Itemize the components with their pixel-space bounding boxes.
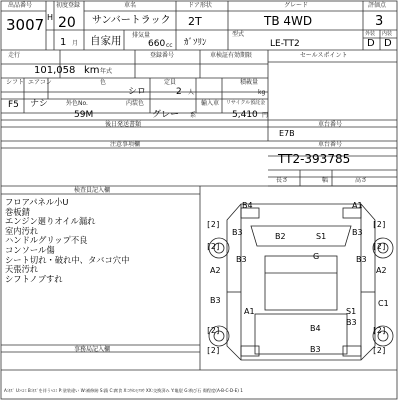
damage-legend: A:ｷｽﾞ U:ﾍｺﾐ B:ｷｽﾞを伴うﾍｺﾐ P:塗装違い W:補修跡 S:錆 C:腐食 X:ｺｳｶﾝﾋﾂﾖｳ XX:交換済み Y:亀裂 G:飛び石 傷程度(A-B-C-D-E) 1 [4,388,243,393]
length-label: 長さ [276,177,289,184]
exterior-grade: D [367,38,375,49]
inspector-note: シート切れ・破れ中、タバコ穴中 [5,254,130,265]
damage-mark: B2 [275,232,286,241]
bracket-value: 2 [376,220,382,229]
shift: F5 [8,100,19,110]
load-unit: kg [258,89,266,96]
int-color-suffix: 系 [190,112,197,119]
mileage-unit: km [84,65,100,76]
lot-no-label: 出品番号 [8,2,33,9]
inspector-note: 天張汚れ [5,264,39,275]
mileage: 101,058 [34,65,76,76]
lot-no: 3007 [6,16,45,34]
capacity: 2 [176,87,182,97]
inspection-label: 車検証有効期限 [210,52,253,59]
bracket-mark: [2] [372,242,387,251]
capacity-label: 定員 [164,79,177,86]
height-label: 高さ [355,177,368,184]
bracket-mark: [2] [206,346,221,355]
usage: 自家用 [90,35,122,47]
shift-label: シフト [6,79,25,86]
era-prefix: H [47,13,54,22]
damage-mark: B4 [310,324,321,333]
recycle-label: リサイクル預託金 [226,100,266,106]
damage-mark: A2 [376,266,387,275]
sales-point-label: セールスポイント [300,52,348,59]
bracket-mark: [2] [372,326,387,335]
damage-mark: B4 [242,201,253,210]
dealer-label: 事務局記入欄 [74,346,111,353]
displacement-label: 排気量 [132,32,151,39]
bracket-value: 2 [210,242,216,251]
damage-mark: B3 [232,228,243,237]
int-color-label: 内装色 [126,100,145,107]
inspector-note: コンソール傷 [5,244,55,255]
cc-unit: cc [166,42,173,49]
reg-month: 1 [60,37,67,48]
ac: ナシ [30,99,48,109]
load-label: 積載量 [240,79,259,86]
model-code-label: 型式 [232,31,245,38]
interior-label: 内装 [382,31,393,37]
post-install-label: 後日発送書類 [105,121,142,128]
inspector-title: 検査員記入欄 [74,187,111,194]
damage-mark: B3 [356,255,367,264]
damage-mark: A1 [352,201,363,210]
serial-prefix: E7B [279,129,295,138]
int-color: グレー [152,110,180,120]
displacement: 660 [148,39,166,49]
bracket-value: 2 [210,220,216,229]
damage-mark: A2 [210,266,221,275]
bracket-value: 2 [376,326,382,335]
month-unit: 月 [72,40,79,47]
damage-mark: B3 [352,228,363,237]
first-reg-label: 初度登録 [56,2,81,9]
inspector-note: フロアパネル小U [5,197,69,207]
color-code: 59M [74,110,94,120]
score: 3 [375,14,384,29]
score-label: 評価点 [368,2,387,9]
damage-mark: B3 [310,345,321,354]
interior-grade: D [384,38,392,49]
exterior-label: 外装 [365,31,376,37]
inspector-notes [5,198,129,284]
bracket-value: 2 [376,242,382,251]
inspector-note: ハンドルグリップ不良 [5,235,88,246]
bracket-mark: [2] [372,220,387,229]
reg-label: 登録番号 [150,52,175,59]
yen-unit: 円 [262,112,269,119]
bracket-value: 2 [376,346,382,355]
chassis-no: TT2-393785 [278,152,351,166]
car-condition-diagram [205,196,397,366]
bracket-mark: [2] [372,346,387,355]
width-label: 幅 [322,177,329,184]
inspector-note: エンジン廻りオイル漏れ [5,216,96,227]
ac-label: エアコン [28,79,52,86]
damage-mark: G [313,252,320,261]
notes-label: 注意事項欄 [110,141,141,148]
damage-mark: S1 [346,307,357,316]
inspector-note: 室内汚れ [5,225,39,236]
damage-mark: B3 [346,318,357,327]
model-code: LE-TT2 [270,39,300,49]
grade-label: グレード [284,2,309,9]
damage-mark: C1 [378,299,389,308]
mileage-label: 走行 [8,52,21,59]
bracket-mark: [2] [206,242,221,251]
year-label: 年式 [100,68,113,75]
inspector-note: 巻板錆 [5,206,30,217]
ext-code-label: 外色No. [66,100,88,107]
bracket-value: 2 [210,326,216,335]
serial-label: 車台番号 [318,121,343,128]
damage-mark: A1 [244,307,255,316]
chassis-no-label: 車台番号 [318,141,343,148]
grade: TB 4WD [264,14,313,28]
fuel: ｶﾞｿﾘﾝ [184,38,207,48]
inspector-note: シフトノブすれ [5,273,63,284]
color-label: 色 [100,79,107,86]
body-color: シロ [128,87,147,97]
damage-mark: B3 [236,255,247,264]
recycle: 5,410 [232,110,258,120]
bracket-mark: [2] [206,220,221,229]
import-label: 輸入車 [201,100,220,107]
car-name-label: 車名 [124,2,137,9]
reg-year: 20 [58,15,76,31]
door-label: ドア形状 [188,2,212,9]
car-name: サンバートラック [92,15,171,26]
bracket-mark: [2] [206,326,221,335]
damage-mark: S1 [316,232,327,241]
capacity-unit: 人 [188,89,195,96]
damage-mark: B3 [210,296,221,305]
bracket-value: 2 [210,346,216,355]
door-type: 2T [188,15,202,28]
